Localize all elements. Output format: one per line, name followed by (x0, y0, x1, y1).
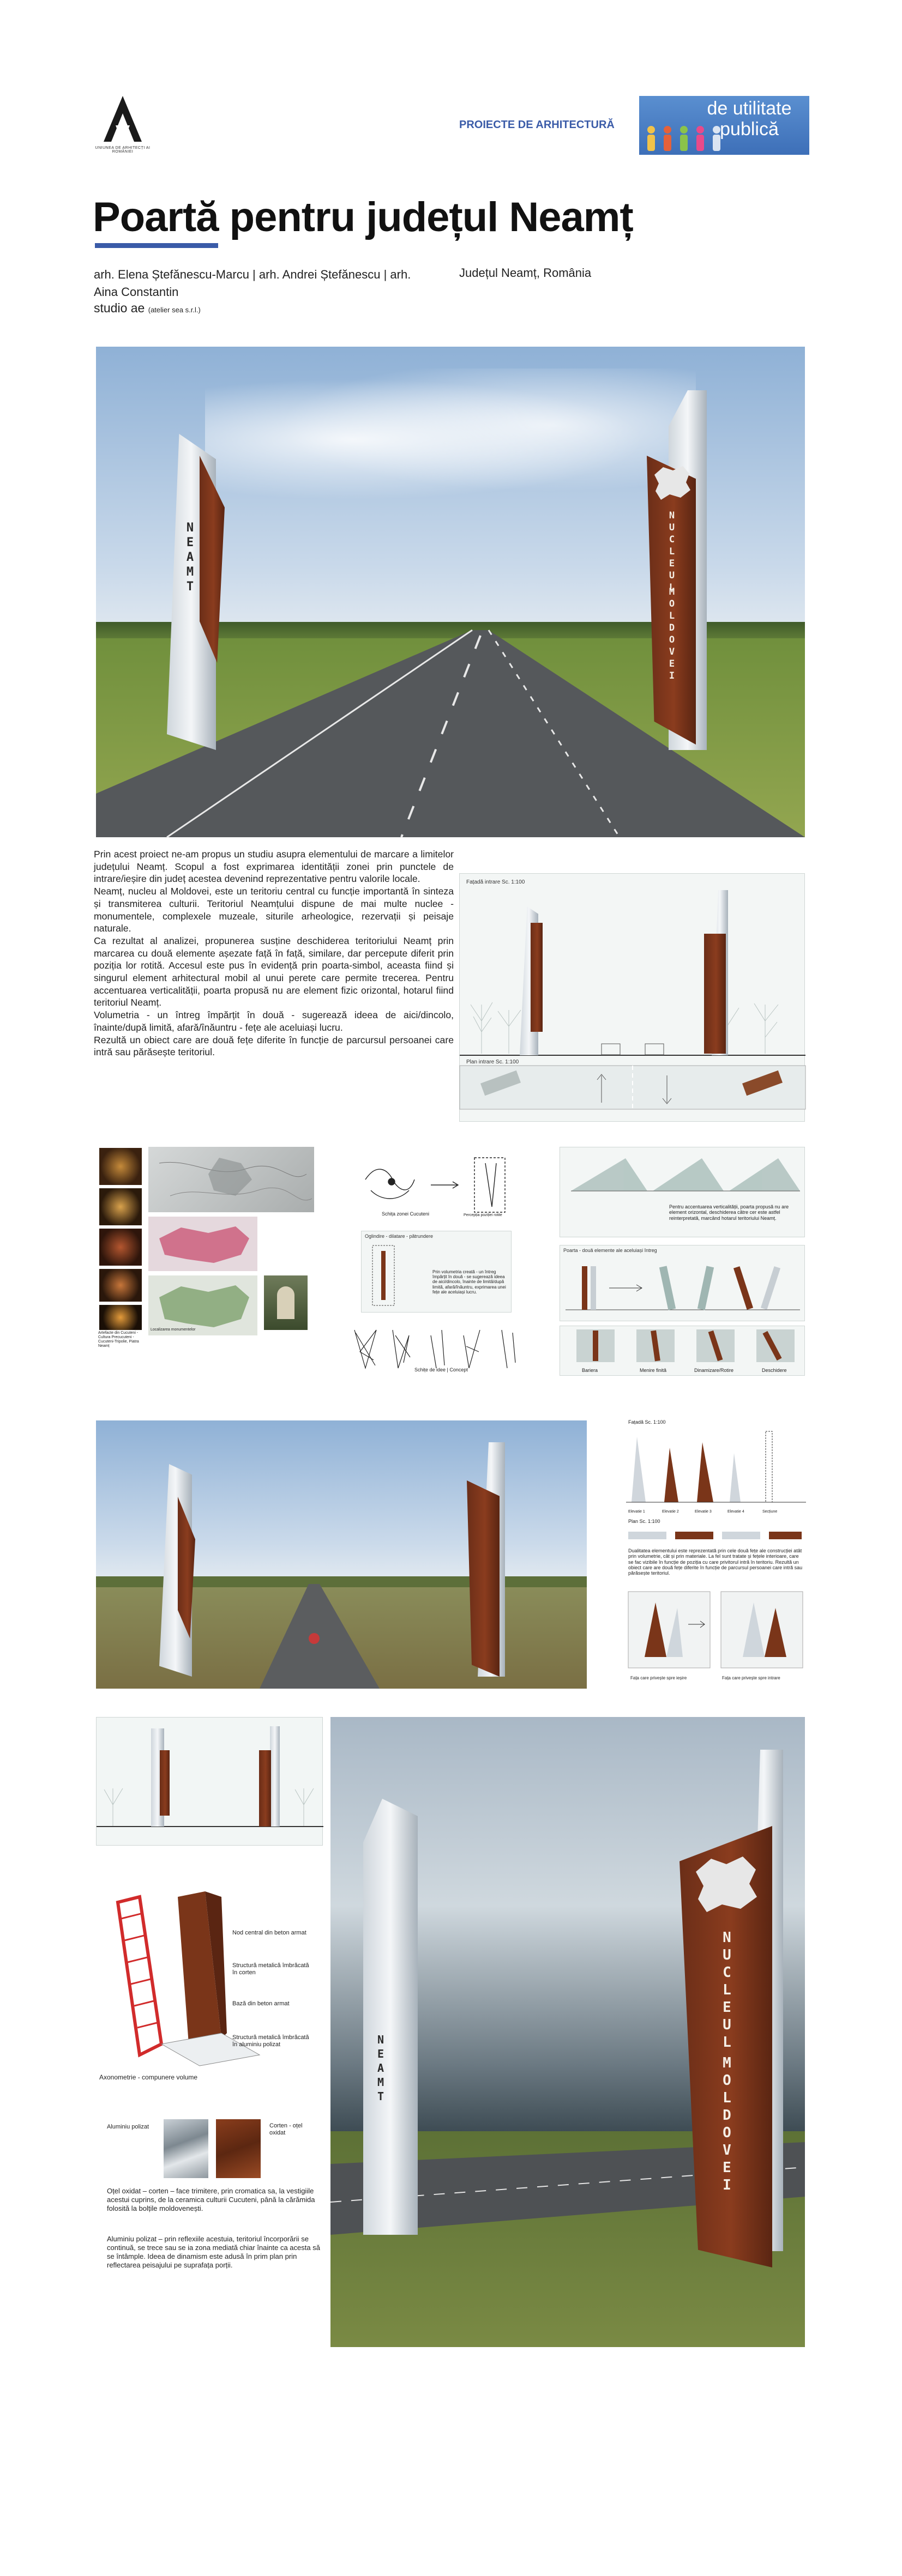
axon-label: Bază din beton armat (232, 2000, 290, 2007)
elevation-shapes (626, 1426, 806, 1508)
sketch-caption-2: Percepția poziției rotite (464, 1213, 502, 1217)
logo-mark-icon (93, 92, 153, 146)
faces-diagram (628, 1592, 803, 1673)
right-pylon-text-2: MOLDOVEI (719, 2055, 735, 2194)
axon-caption: Axonometrie - compunere volume (99, 2073, 198, 2081)
plan-label: Plan intrare Sc. 1:100 (466, 1059, 519, 1065)
hero-render (96, 347, 805, 837)
small-pylon-corten (160, 1750, 170, 1816)
county-map-icon (651, 464, 693, 502)
left-pylon-steel (363, 1799, 418, 2235)
small-elevation (96, 1717, 323, 1846)
material-text-2: Aluminiu polizat – prin reflexiile acestuia, teritoriul încorporării se continuă, se trece sau se ia zona mediată chiar înainte ca acesta să se întâmple. Ideea de dinamism este adusă în prim plan prin reflectarea peisajului pe suprafața porții. (107, 2235, 320, 2269)
elevation-label: Fațadă intrare Sc. 1:100 (466, 879, 525, 885)
description-paragraph: Rezultă un obiect care are două fețe diferite în funcție de parcursul persoanei care intră sau părăsește teritoriul. (94, 1034, 454, 1058)
left-pylon-text: NEAMT (374, 2033, 387, 2104)
idea-sketches (349, 1319, 529, 1374)
elevation-pylon-left-corten (531, 923, 543, 1032)
county-map-icon (690, 1853, 761, 1913)
gate-caption: Poarta - două elemente ale aceluiași întreg (563, 1248, 657, 1253)
step-label: Bariera (582, 1368, 598, 1373)
entrance-elevation-drawing (459, 873, 805, 1122)
elevation-caption: Elevatie 1 (628, 1510, 645, 1514)
verticality-caption: Pentru accentuarea verticalității, poarta propusă nu are element orizontal, deschiderea către cer este astfel reinterpretată, marcând hotarul teritoriului Neamț. (669, 1204, 789, 1221)
idea-sketch-lines (349, 1319, 529, 1374)
artifact-photo (99, 1269, 142, 1302)
concept-sketch-1 (349, 1147, 524, 1223)
artifact-photo (99, 1188, 142, 1225)
axon-label: Structură metalică îmbrăcată în corten (232, 1962, 309, 1976)
description-paragraph: Ca rezultat al analizei, propunerea susține deschiderea teritoriului Neamț prin marcarea cu două elemente așezate față în față, similare, dar percepute diferit prin poziția lor rotită. Accesul este pus în evidență prin poarta-simbol, aceasta fiind și singurul element arhitectural mobil al unui perete care permite trecerea. Pentru accentuarea verticalității, poarta propusă nu are element fizic orizontal, hotarul fiind teritoriul Neamț. (94, 935, 454, 1008)
plan-shapes (626, 1526, 806, 1545)
description-paragraph: Neamț, nucleu al Moldovei, este un teritoriu central cu funcție importantă în sinteza și transmiterea culturii. Teritoriul Neamțului dispune de mai multe nuclee - monumentele, complexele muzeale, siturile arheologice, rezervații și peisaje naturale. (94, 886, 454, 934)
left-pylon-text: NEAMT (183, 521, 197, 595)
elevation-lines (460, 874, 805, 1122)
axonometry (96, 1891, 323, 2099)
face-caption-2: Fața care privește spre intrare (722, 1676, 780, 1680)
section-label: PROIECTE DE ARHITECTURĂ (459, 119, 615, 131)
artifacts-caption: Artefacte din Cucuteni - Cultura Precucuteni - Cucuteni-Tripolie, Piatra Neamț (98, 1331, 139, 1349)
category-badge (639, 96, 809, 155)
landscape-map (148, 1275, 257, 1335)
landscape-shape (148, 1275, 257, 1335)
material-label: Aluminiu polizat (107, 2124, 149, 2130)
elevations-label: Fațadă Sc. 1:100 (628, 1419, 666, 1425)
gate-steps (560, 1326, 805, 1376)
material-text-1: Oțel oxidat – corten – face trimitere, prin cromatica sa, la vestigiile acestui cuprins, de la ceramica culturii Cucuteni, până la cărămida folosită la bolțile moldovenești. (107, 2187, 315, 2212)
elevation-caption: Elevatie 3 (695, 1510, 712, 1514)
elevation-caption: Elevatie 2 (662, 1510, 679, 1514)
concept-text: Prin volumetria creată - un întreg împărțit în două - se sugerează ideea de aici/dincolo, înainte de limită/după limită, afară/înăuntru, exprimarea unei fețe ale aceluiași lucru. (432, 1269, 506, 1295)
gate-step-shapes (560, 1326, 805, 1366)
right-pylon-text-2: MOLDOVEI (666, 586, 677, 682)
artifact-photo (99, 1229, 142, 1266)
artifact-photo (99, 1148, 142, 1185)
authors: arh. Elena Ștefănescu-Marcu | arh. Andrei Ștefănescu | arh. Aina Constantin (94, 268, 411, 299)
logo-caption: UNIUNEA DE ARHITECȚI AI ROMÂNIEI (95, 146, 151, 154)
corten-swatch (216, 2119, 261, 2178)
side-view-render (96, 1420, 587, 1689)
right-pylon-text-1: NUCLEUL (719, 1930, 735, 2052)
territory-map (148, 1217, 257, 1271)
project-description (94, 848, 454, 1059)
elevation-pylon-right-corten (704, 934, 726, 1054)
sketch-lines (349, 1147, 524, 1223)
description-paragraph: Volumetria - un întreg împărțit în două - sugerează ideea de aici/dincolo, înainte/după limită, afară/înăuntru - fețe ale aceluiași lucru. (94, 1009, 454, 1033)
title-underline (95, 243, 218, 248)
step-label: Menire finită (640, 1368, 667, 1373)
axon-label: Structură metalică îmbrăcată în aluminiu polizat (232, 2034, 309, 2048)
axon-label: Nod central din beton armat (232, 1930, 306, 1936)
small-elevation-lines (97, 1718, 323, 1846)
small-pylon-steel (270, 1726, 280, 1827)
monument-photo (264, 1275, 308, 1330)
night-render (330, 1717, 805, 2347)
step-label: Dinamizare/Rotire (694, 1368, 734, 1373)
artifact-photo (99, 1305, 142, 1330)
material-label: Corten - oțel oxidat (269, 2123, 303, 2137)
badge-label: de utilitate publică (707, 98, 792, 140)
elevation-caption: Elevatie 4 (727, 1510, 744, 1514)
arch-icon (277, 1286, 294, 1319)
elevations-text: Dualitatea elementului este reprezentată prin cele două fețe ale construcției atât prin volumetrie, cât și prin materiale. La fel sunt tratate și fețele interioare, care se fac vizibile în funcție de poziția cu care privitorul intră în teritoriu. Rezultă un obiect care are două fețe diferite în funcție de parcursul persoanei care intră sau părăsește teritoriul. (628, 1548, 803, 1576)
right-pylon-corten (467, 1480, 500, 1677)
clouds (205, 368, 696, 510)
studio-name: studio ae (94, 301, 145, 315)
small-pylon-corten (259, 1750, 271, 1827)
map-caption: Localizarea monumentelor (151, 1328, 196, 1332)
studio (94, 301, 201, 316)
idea-sketch-caption: Schițe de idee | Concept (414, 1367, 468, 1372)
gate-shapes (560, 1255, 805, 1321)
region-map (148, 1147, 314, 1212)
studio-note: (atelier sea s.r.l.) (148, 306, 201, 314)
description-paragraph: Prin acest proiect ne-am propus un studiu asupra elementului de marcare a limitelor județului Neamț. Scopul a fost exprimarea identității zonei prin punctele de intrare/ieșire din județ acestea devenind reprezentative pentru valorile locale. (94, 849, 454, 885)
sketch-caption-1: Schița zonei Cucuteni (382, 1211, 430, 1217)
territory-shape (148, 1217, 257, 1271)
aluminium-swatch (164, 2119, 208, 2178)
plan-label: Plan Sc. 1:100 (628, 1519, 660, 1524)
concept-diagram (361, 1231, 512, 1313)
step-label: Deschidere (762, 1368, 787, 1373)
location: Județul Neamț, România (459, 266, 592, 280)
face-caption-1: Fața care privește spre ieșire (630, 1676, 687, 1680)
concept-title: Oglindire - dilatare - pătrundere (365, 1233, 434, 1239)
verticality-diagram (560, 1147, 805, 1237)
verticality-shapes (560, 1147, 805, 1202)
page-title: Poartă pentru județul Neamț (93, 194, 633, 240)
gate-diagram (560, 1245, 805, 1321)
map-lines (148, 1147, 314, 1212)
logo (93, 92, 153, 157)
elevations-panel (626, 1419, 806, 1692)
artifacts-column (96, 1147, 145, 1349)
elevation-caption: Secțiune (762, 1510, 778, 1514)
right-pylon-text-1: NUCLEUL (666, 510, 677, 594)
